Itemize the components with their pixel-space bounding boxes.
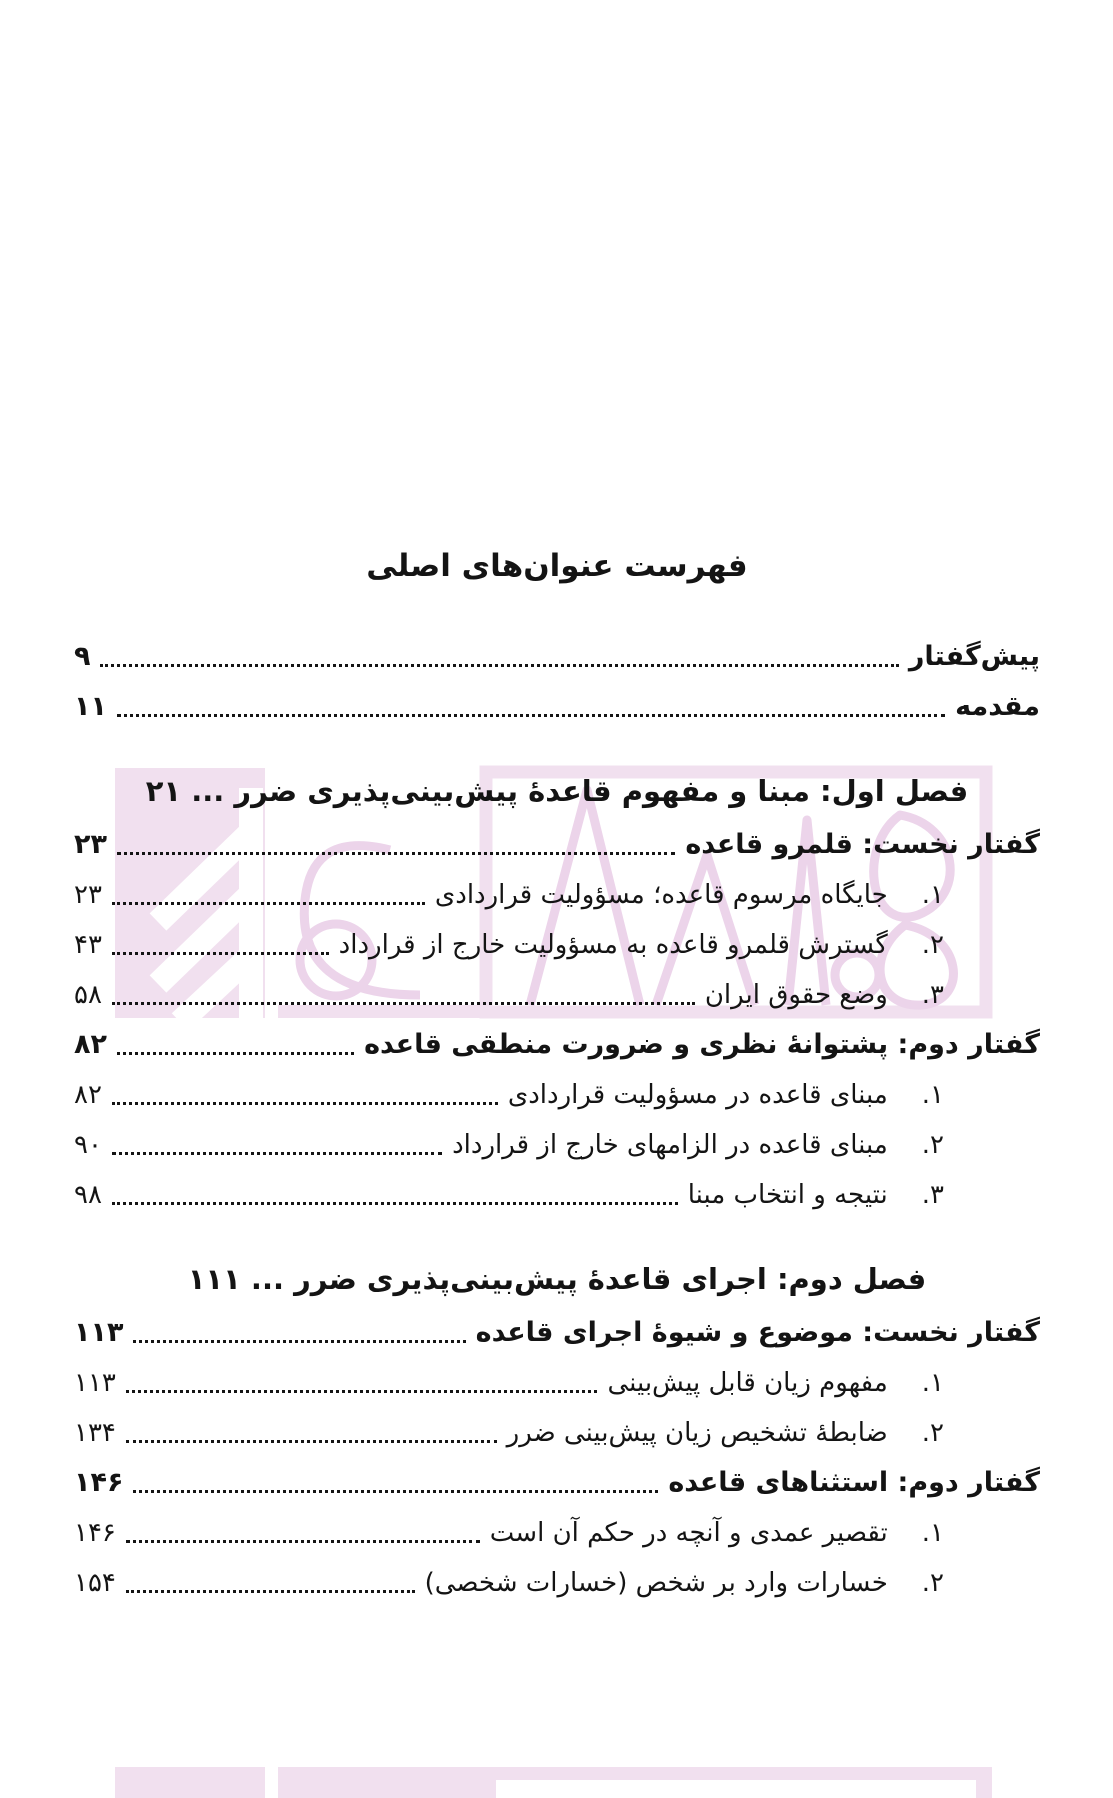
dotted-leader — [112, 952, 329, 955]
entry-label: ضابطهٔ تشخیص زیان پیش‌بینی ضرر — [506, 1418, 888, 1448]
entry-page-number: ۱۱۳ — [74, 1317, 124, 1348]
dotted-leader — [100, 664, 898, 667]
dotted-leader — [117, 714, 945, 717]
chapter-page-number: ۲۱ — [145, 774, 182, 808]
entry-page-number: ۵۸ — [74, 980, 102, 1010]
chapter-sep: ... — [240, 1262, 295, 1296]
toc-entry — [74, 922, 1040, 968]
entry-page-number: ۸۲ — [74, 1029, 107, 1060]
dotted-leader — [133, 1340, 465, 1343]
entry-page-number: ۲۳ — [74, 880, 102, 910]
dotted-leader — [117, 852, 675, 855]
entry-page-number: ۹۰ — [74, 1130, 102, 1160]
entry-label: مبنای قاعده در الزامهای خارج از قرارداد — [452, 1130, 888, 1160]
toc-entry — [74, 1122, 1040, 1168]
dotted-leader — [112, 1202, 678, 1205]
entry-page-number: ۸۲ — [74, 1080, 102, 1110]
entry-page-number: ۱۱ — [74, 691, 107, 722]
entry-item-no: ۳. — [921, 1180, 944, 1210]
entry-page-number: ۴۳ — [74, 930, 102, 960]
entry-item-no: ۲. — [921, 1418, 944, 1448]
toc-page — [74, 548, 1040, 1610]
entry-label: مفهوم زیان قابل پیش‌بینی — [607, 1368, 888, 1398]
toc-entry — [74, 1360, 1040, 1406]
entry-label: جایگاه مرسوم قاعده؛ مسؤولیت قراردادی — [434, 880, 888, 910]
toc-entry — [74, 972, 1040, 1018]
toc-entry — [74, 1310, 1040, 1356]
entry-label: مبنای قاعده در مسؤولیت قراردادی — [507, 1080, 888, 1110]
chapter-label: فصل اول: مبنا و مفهوم قاعدهٔ پیش‌بینی‌پذیری ضرر — [234, 774, 969, 808]
toc-entry — [74, 872, 1040, 918]
toc-chapter-heading — [74, 766, 1040, 816]
toc-list — [74, 634, 1040, 1606]
toc-entry — [74, 1460, 1040, 1506]
dotted-leader — [112, 1152, 442, 1155]
dotted-leader — [112, 1002, 695, 1005]
toc-entry — [74, 822, 1040, 868]
entry-item-no: ۱. — [921, 1518, 944, 1548]
entry-page-number: ۹۸ — [74, 1180, 102, 1210]
entry-label: مقدمه — [955, 691, 1040, 722]
dotted-leader — [126, 1440, 497, 1443]
entry-item-no: ۱. — [921, 1368, 944, 1398]
entry-page-number: ۱۴۶ — [74, 1467, 124, 1498]
entry-label: پیش‌گفتار — [908, 641, 1040, 672]
chapter-sep: ... — [181, 774, 235, 808]
dotted-leader — [112, 1102, 498, 1105]
entry-page-number: ۱۱۳ — [74, 1368, 116, 1398]
entry-label: گفتار نخست: موضوع و شیوهٔ اجرای قاعده — [475, 1317, 1040, 1348]
toc-entry — [74, 684, 1040, 730]
toc-entry — [74, 1172, 1040, 1218]
entry-item-no: ۱. — [921, 880, 944, 910]
toc-chapter-heading — [74, 1254, 1040, 1304]
toc-entry — [74, 1072, 1040, 1118]
entry-item-no: ۱. — [921, 1080, 944, 1110]
entry-label: گفتار نخست: قلمرو قاعده — [685, 829, 1040, 860]
entry-page-number: ۲۳ — [74, 829, 107, 860]
entry-item-no: ۲. — [921, 1568, 944, 1598]
toc-entry — [74, 1410, 1040, 1456]
dotted-leader — [126, 1390, 598, 1393]
dotted-leader — [133, 1490, 658, 1493]
entry-label: تقصیر عمدی و آنچه در حکم آن است — [489, 1518, 888, 1548]
chapter-label: فصل دوم: اجرای قاعدهٔ پیش‌بینی‌پذیری ضرر — [294, 1262, 927, 1296]
chapter-page-number: ۱۱۱ — [187, 1262, 241, 1296]
toc-entry — [74, 634, 1040, 680]
entry-page-number: ۱۵۴ — [74, 1568, 116, 1598]
toc-entry — [74, 1022, 1040, 1068]
entry-item-no: ۳. — [921, 980, 944, 1010]
entry-label: خسارات وارد بر شخص (خسارات شخصی) — [424, 1568, 888, 1598]
dotted-leader — [126, 1590, 415, 1593]
entry-label: نتیجه و انتخاب مبنا — [687, 1180, 888, 1210]
watermark-bottom-strip — [115, 1767, 265, 1798]
entry-item-no: ۲. — [921, 930, 944, 960]
toc-entry — [74, 1510, 1040, 1556]
entry-label: گسترش قلمرو قاعده به مسؤولیت خارج از قرارداد — [338, 930, 888, 960]
watermark-bottom-strip-inner — [496, 1780, 976, 1798]
entry-page-number: ۹ — [74, 641, 91, 672]
toc-entry — [74, 1560, 1040, 1606]
dotted-leader — [117, 1052, 354, 1055]
entry-item-no: ۲. — [921, 1130, 944, 1160]
page-title: فهرست عنوان‌های اصلی — [366, 548, 748, 584]
entry-page-number: ۱۳۴ — [74, 1418, 116, 1448]
dotted-leader — [112, 902, 425, 905]
entry-page-number: ۱۴۶ — [74, 1518, 116, 1548]
entry-label: گفتار دوم: پشتوانهٔ نظری و ضرورت منطقی قاعده — [364, 1029, 1040, 1060]
dotted-leader — [126, 1540, 480, 1543]
entry-label: گفتار دوم: استثناهای قاعده — [668, 1467, 1040, 1498]
entry-label: وضع حقوق ایران — [704, 980, 888, 1010]
